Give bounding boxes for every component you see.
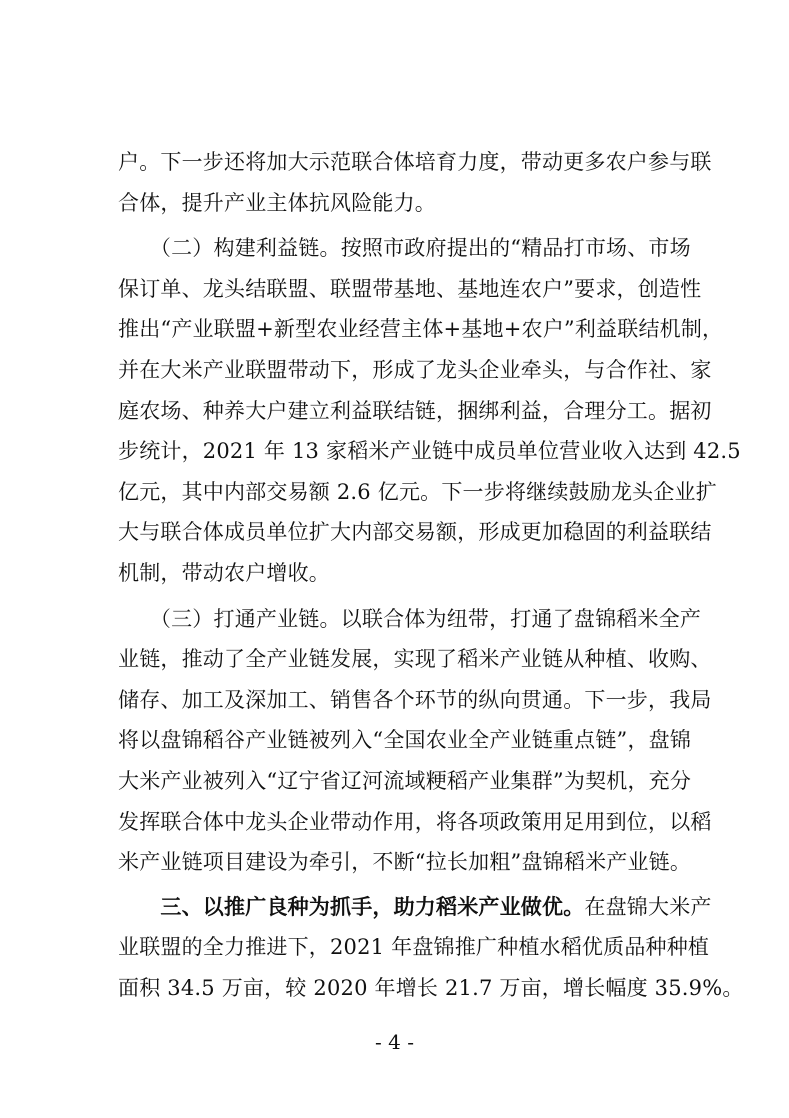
- text-line: 业联盟的全力推进下，2021 年盘锦推广种植水稻优质品种种植: [118, 935, 710, 959]
- text-line: 大与联合体成员单位扩大内部交易额，形成更加稳固的利益联结: [118, 520, 712, 544]
- text-line: 户。下一步还将加大示范联合体培育力度，带动更多农户参与联: [118, 150, 712, 174]
- text-line: 发挥联合体中龙头企业带动作用，将各项政策用足用到位，以稻: [118, 810, 712, 834]
- text-line: 米产业链项目建设为牵引，不断“拉长加粗”盘锦稻米产业链。: [118, 850, 692, 874]
- text-line: 步统计，2021 年 13 家稻米产业链中成员单位营业收入达到 42.5: [118, 439, 741, 463]
- text-line: （二）构建利益链。按照市政府提出的“精品打市场、市场: [118, 236, 691, 260]
- text-line: 庭农场、种养大户建立利益联结链，捆绑利益，合理分工。据初: [118, 399, 712, 423]
- text-line: 大米产业被列入“辽宁省辽河流域粳稻产业集群”为契机，充分: [118, 769, 692, 793]
- text-line: 将以盘锦稻谷产业链被列入“全国农业全产业链重点链”，盘锦: [118, 728, 692, 752]
- text-line: [118, 887, 712, 927]
- text-line: 合体，提升产业主体抗风险能力。: [118, 191, 436, 215]
- text-line: 推出“产业联盟+新型农业经营主体+基地+农户”利益联结机制，: [118, 317, 724, 341]
- text-line: 面积 34.5 万亩，较 2020 年增长 21.7 万亩，增长幅度 35.9%。: [118, 976, 744, 1000]
- text-line: 机制，带动农户增收。: [118, 561, 330, 585]
- page-number: - 4 -: [375, 1030, 414, 1054]
- text-line: 业链，推动了全产业链发展，实现了稻米产业链从种植、收购、: [118, 647, 712, 671]
- section-heading: 三、以推广良种为抓手，助力稻米产业做优。: [118, 894, 585, 919]
- text-line: 保订单、龙头结联盟、联盟带基地、基地连农户”要求，创造性: [118, 277, 702, 301]
- heading-continuation: 在盘锦大米产: [584, 895, 712, 919]
- text-line: （三）打通产业链。以联合体为纽带，打通了盘锦稻米全产: [118, 607, 702, 631]
- text-line: 亿元，其中内部交易额 2.6 亿元。下一步将继续鼓励龙头企业扩: [118, 480, 717, 504]
- text-line: 储存、加工及深加工、销售各个环节的纵向贯通。下一步，我局: [118, 688, 712, 712]
- text-line: 并在大米产业联盟带动下，形成了龙头企业牵头，与合作社、家: [118, 358, 712, 382]
